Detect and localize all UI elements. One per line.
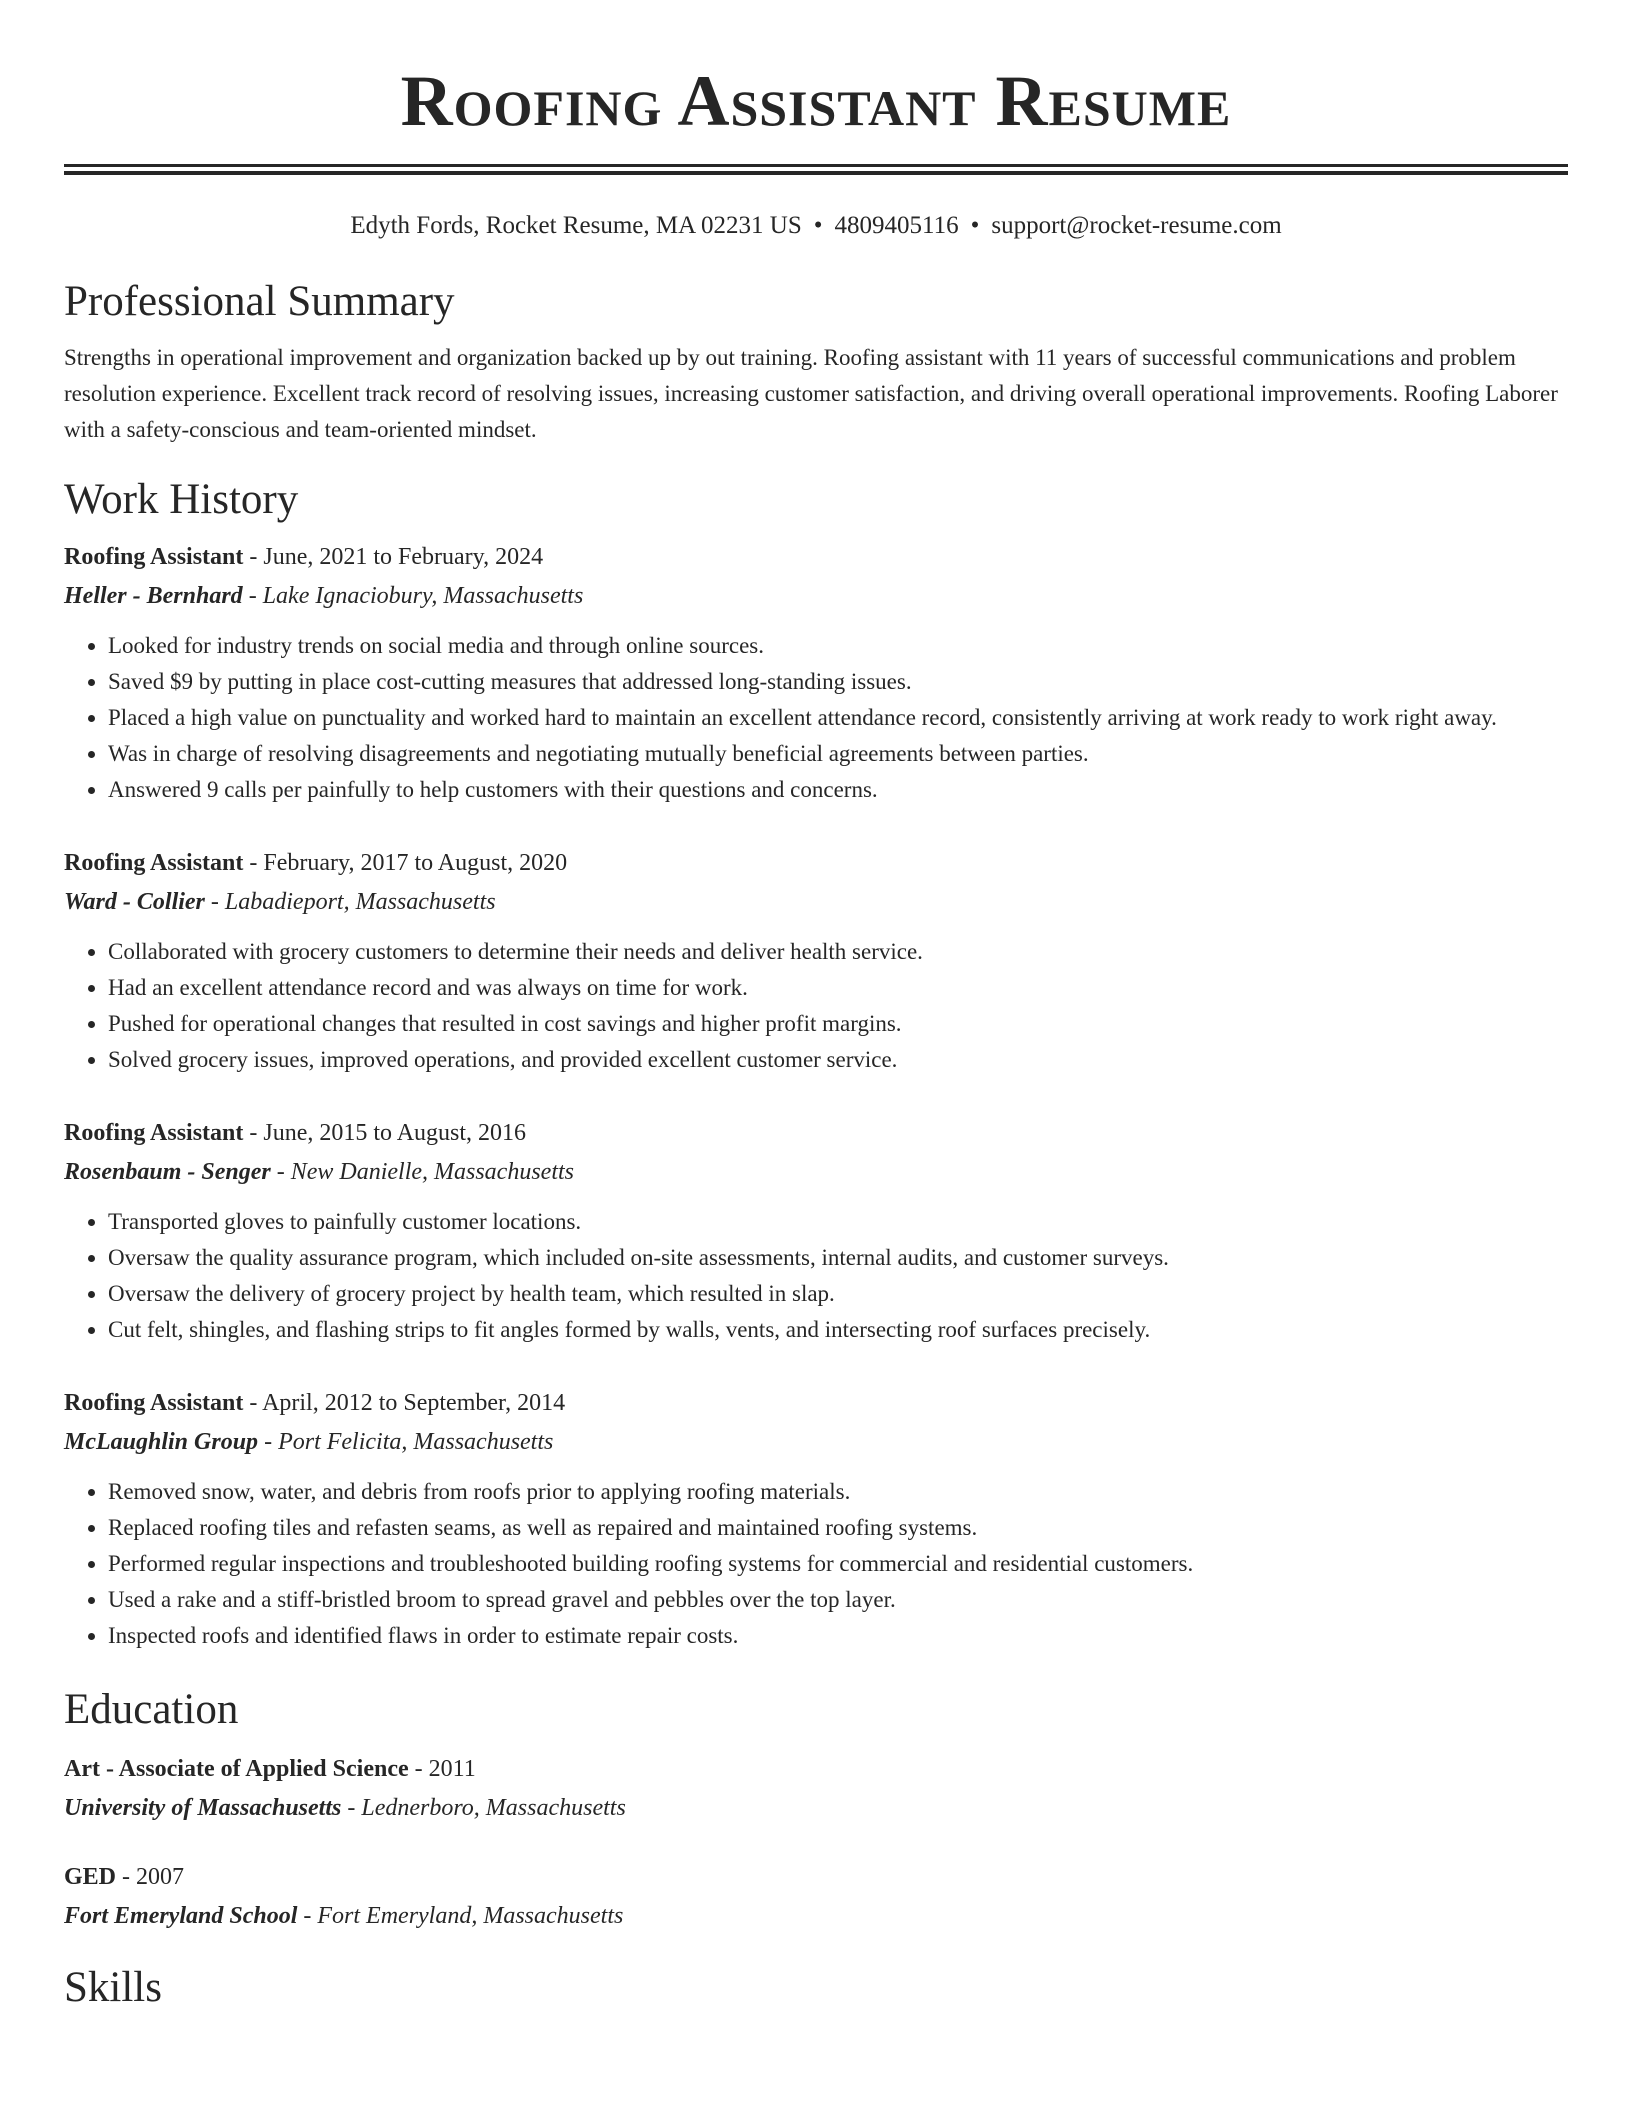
- job-bullet: • Saved $9 by putting in place cost-cutting measures that addressed long-standing issues.: [108, 664, 1568, 700]
- job-bullets: [64, 934, 1568, 1078]
- job-bullet: • Used a rake and a stiff-bristled broom to spread gravel and pebbles over the top layer.: [108, 1582, 1568, 1618]
- school-name: Fort Emeryland School: [64, 1903, 298, 1929]
- dash: -: [249, 1120, 258, 1146]
- contact-email: support@rocket-resume.com: [991, 212, 1282, 239]
- job-bullet: • Solved grocery issues, improved operations, and provided excellent customer service.: [108, 1042, 1568, 1078]
- job-company-line: [64, 1423, 1568, 1462]
- job-entry: [64, 1114, 1568, 1348]
- graduation-year: 2011: [428, 1756, 476, 1782]
- job-company: McLaughlin Group: [64, 1429, 259, 1455]
- dash: -: [414, 1756, 423, 1782]
- work-history-heading: Work History: [64, 476, 299, 523]
- job-company: Rosenbaum - Senger: [64, 1159, 271, 1185]
- school-line: [64, 1789, 1568, 1828]
- job-bullets: [64, 628, 1568, 808]
- job-bullet: • Had an excellent attendance record and was always on time for work.: [108, 970, 1568, 1006]
- job-title: Roofing Assistant: [64, 1120, 244, 1146]
- job-dates: June, 2015 to August, 2016: [263, 1120, 527, 1146]
- school-location: Lednerboro, Massachusetts: [361, 1795, 626, 1821]
- job-company: Heller - Bernhard: [64, 583, 243, 609]
- dash: -: [264, 1429, 273, 1455]
- job-title: Roofing Assistant: [64, 1390, 244, 1416]
- job-bullet: • Oversaw the quality assurance program, which included on-site assessments, internal audits, and customer surveys.: [108, 1240, 1568, 1276]
- job-location: Labadieport, Massachusetts: [224, 889, 496, 915]
- job-location: New Danielle, Massachusetts: [290, 1159, 575, 1185]
- job-title-line: [64, 538, 1568, 577]
- dash: -: [303, 1903, 312, 1929]
- summary-heading: Professional Summary: [64, 278, 455, 325]
- dash: -: [210, 889, 219, 915]
- job-company-line: [64, 577, 1568, 616]
- education-entry: [64, 1750, 1568, 1828]
- job-title-line: [64, 1384, 1568, 1423]
- dash: -: [347, 1795, 356, 1821]
- school-line: [64, 1897, 1568, 1936]
- contact-phone: 4809405116: [834, 212, 959, 239]
- job-entry: [64, 1384, 1568, 1654]
- contact-line: [64, 210, 1568, 242]
- job-company-line: [64, 1153, 1568, 1192]
- dash: -: [249, 1390, 258, 1416]
- job-company: Ward - Collier: [64, 889, 205, 915]
- dash: -: [276, 1159, 285, 1185]
- job-dates: June, 2021 to February, 2024: [263, 544, 544, 570]
- education-entry: [64, 1858, 1568, 1936]
- job-bullets: [64, 1474, 1568, 1654]
- contact-separator: •: [813, 212, 823, 239]
- job-dates: April, 2012 to September, 2014: [262, 1390, 566, 1416]
- job-location: Lake Ignaciobury, Massachusetts: [262, 583, 584, 609]
- rule-line-bottom: [64, 171, 1568, 175]
- job-bullet: • Cut felt, shingles, and flashing strips to fit angles formed by walls, vents, and intersecting roof surfaces precisely.: [108, 1312, 1568, 1348]
- contact-separator: •: [970, 212, 980, 239]
- job-bullet: • Pushed for operational changes that resulted in cost savings and higher profit margins.: [108, 1006, 1568, 1042]
- school-location: Fort Emeryland, Massachusetts: [317, 1903, 624, 1929]
- job-bullet: • Removed snow, water, and debris from roofs prior to applying roofing materials.: [108, 1474, 1568, 1510]
- dash: -: [249, 544, 258, 570]
- degree-line: [64, 1858, 1568, 1897]
- job-title: Roofing Assistant: [64, 850, 244, 876]
- job-bullets: [64, 1204, 1568, 1348]
- degree: Art - Associate of Applied Science: [64, 1756, 409, 1782]
- rule-line-top: [64, 164, 1568, 167]
- summary-text: Strengths in operational improvement and organization backed up by out training. Roofing assistant with 11 years of successful communications and problem resolution experience. Excellent track record of resolving issues, increasing customer satisfaction, and driving overall operational improvements. Roofing Laborer with a safety-conscious and team-oriented mindset.: [64, 345, 1558, 442]
- job-bullet: • Collaborated with grocery customers to determine their needs and deliver health service.: [108, 934, 1568, 970]
- dash: -: [122, 1864, 131, 1890]
- skills-heading: Skills: [64, 1964, 162, 2011]
- job-entry: [64, 538, 1568, 808]
- job-entry: [64, 844, 1568, 1078]
- job-bullet: • Placed a high value on punctuality and worked hard to maintain an excellent attendance record, consistently arriving at work ready to work right away.: [108, 700, 1568, 736]
- education-heading: Education: [64, 1686, 239, 1733]
- job-title-line: [64, 844, 1568, 883]
- job-bullet: • Answered 9 calls per painfully to help customers with their questions and concerns.: [108, 772, 1568, 808]
- job-bullet: • Looked for industry trends on social media and through online sources.: [108, 628, 1568, 664]
- dash: -: [248, 583, 257, 609]
- graduation-year: 2007: [136, 1864, 185, 1890]
- contact-address: Edyth Fords, Rocket Resume, MA 02231 US: [350, 212, 802, 239]
- job-bullet: • Transported gloves to painfully customer locations.: [108, 1204, 1568, 1240]
- job-bullet: • Oversaw the delivery of grocery project by health team, which resulted in slap.: [108, 1276, 1568, 1312]
- job-bullet: • Was in charge of resolving disagreements and negotiating mutually beneficial agreements between parties.: [108, 736, 1568, 772]
- job-location: Port Felicita, Massachusetts: [278, 1429, 554, 1455]
- job-bullet: • Performed regular inspections and troubleshooted building roofing systems for commercial and residential customers.: [108, 1546, 1568, 1582]
- job-bullet: • Replaced roofing tiles and refasten seams, as well as repaired and maintained roofing systems.: [108, 1510, 1568, 1546]
- job-title-line: [64, 1114, 1568, 1153]
- job-company-line: [64, 883, 1568, 922]
- resume-title: Roofing Assistant Resume: [400, 61, 1232, 141]
- job-dates: February, 2017 to August, 2020: [263, 850, 568, 876]
- title-double-rule: [64, 164, 1568, 174]
- degree: GED: [64, 1864, 117, 1890]
- job-title: Roofing Assistant: [64, 544, 244, 570]
- job-bullet: • Inspected roofs and identified flaws in order to estimate repair costs.: [108, 1618, 1568, 1654]
- school-name: University of Massachusetts: [64, 1795, 342, 1821]
- dash: -: [249, 850, 258, 876]
- degree-line: [64, 1750, 1568, 1789]
